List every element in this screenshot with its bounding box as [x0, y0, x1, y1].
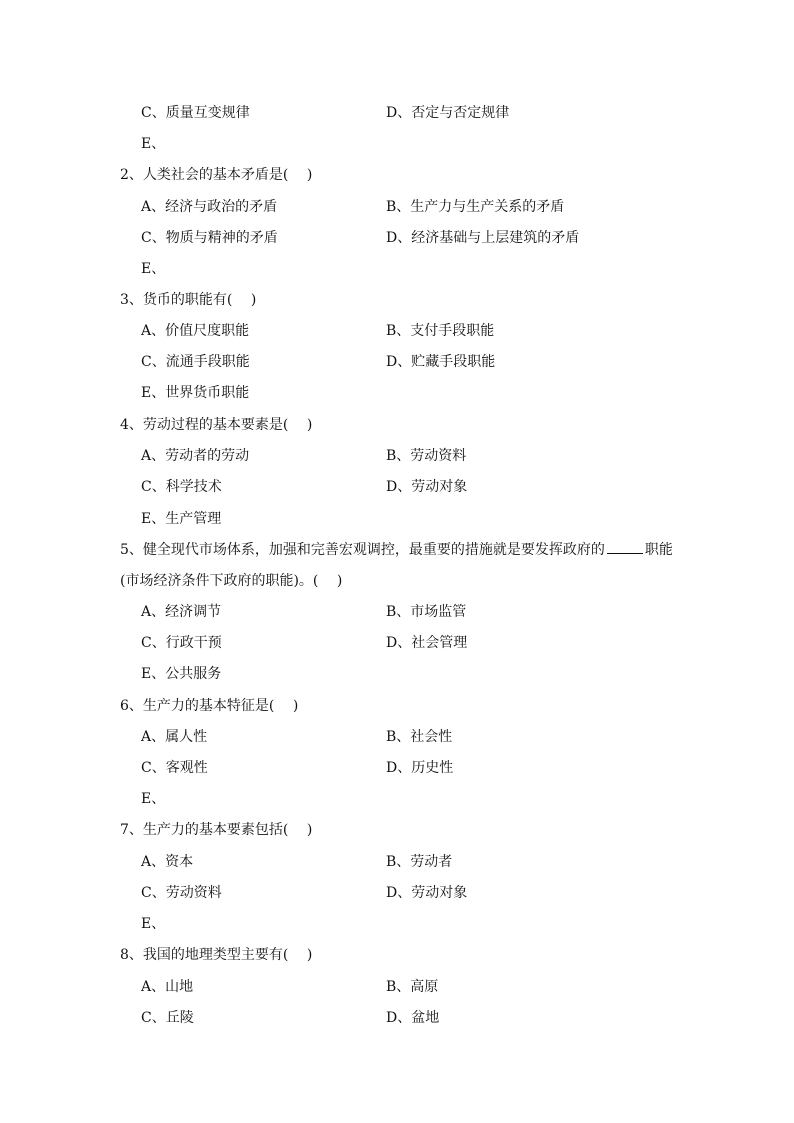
- q7-question: 7、生产力的基本要素包括( ): [120, 822, 313, 838]
- q3-option-d: D、贮藏手段职能: [386, 354, 496, 370]
- q8-option-a: A、山地: [141, 979, 194, 995]
- q7-option-e: E、: [141, 916, 166, 932]
- q1-option-c: C、质量互变规律: [141, 105, 250, 121]
- q6-question: 6、生产力的基本特征是( ): [120, 698, 299, 714]
- q7-option-c: C、劳动资料: [141, 885, 222, 901]
- q4-option-d: D、劳动对象: [386, 479, 468, 495]
- q5-option-b: B、市场监管: [386, 604, 467, 620]
- q2-question: 2、人类社会的基本矛盾是( ): [120, 167, 313, 183]
- q5-option-c: C、行政干预: [141, 635, 222, 651]
- q6-option-d: D、历史性: [386, 760, 454, 776]
- fill-in-blank: [607, 541, 643, 554]
- q5-question-line1: [120, 541, 673, 559]
- q5-option-a: A、经济调节: [141, 604, 222, 620]
- q5-question-text-before-blank: 5、健全现代市场体系，加强和完善宏观调控，最重要的措施就是要发挥政府的: [120, 542, 605, 558]
- q2-option-b: B、生产力与生产关系的矛盾: [386, 199, 565, 215]
- q1-option-e: E、: [141, 136, 166, 152]
- q2-option-c: C、物质与精神的矛盾: [141, 230, 278, 246]
- q7-option-b: B、劳动者: [386, 854, 453, 870]
- q5-option-e: E、公共服务: [141, 666, 222, 682]
- q7-option-d: D、劳动对象: [386, 885, 468, 901]
- q2-option-e: E、: [141, 261, 166, 277]
- q3-question: 3、货币的职能有( ): [120, 292, 257, 308]
- q8-option-d: D、盆地: [386, 1010, 440, 1026]
- q5-option-d: D、社会管理: [386, 635, 468, 651]
- q4-question: 4、劳动过程的基本要素是( ): [120, 417, 313, 433]
- q6-option-b: B、社会性: [386, 729, 453, 745]
- q4-option-b: B、劳动资料: [386, 448, 467, 464]
- q3-option-c: C、流通手段职能: [141, 354, 250, 370]
- q1-option-d: D、否定与否定规律: [386, 105, 510, 121]
- q8-question: 8、我国的地理类型主要有( ): [120, 947, 313, 963]
- q5-question-line2: (市场经济条件下政府的职能)。( ): [120, 573, 343, 589]
- q4-option-c: C、科学技术: [141, 479, 222, 495]
- q2-option-a: A、经济与政治的矛盾: [141, 199, 278, 215]
- q8-option-c: C、丘陵: [141, 1010, 194, 1026]
- q6-option-c: C、客观性: [141, 760, 208, 776]
- q4-option-a: A、劳动者的劳动: [141, 448, 250, 464]
- q2-option-d: D、经济基础与上层建筑的矛盾: [386, 230, 580, 246]
- q3-option-b: B、支付手段职能: [386, 323, 495, 339]
- q6-option-a: A、属人性: [141, 729, 208, 745]
- q3-option-e: E、世界货币职能: [141, 385, 250, 401]
- q8-option-b: B、高原: [386, 979, 439, 995]
- q4-option-e: E、生产管理: [141, 511, 222, 527]
- q6-option-e: E、: [141, 791, 166, 807]
- q5-question-text-after-blank: 职能: [644, 542, 673, 558]
- q7-option-a: A、资本: [141, 854, 194, 870]
- q3-option-a: A、价值尺度职能: [141, 323, 250, 339]
